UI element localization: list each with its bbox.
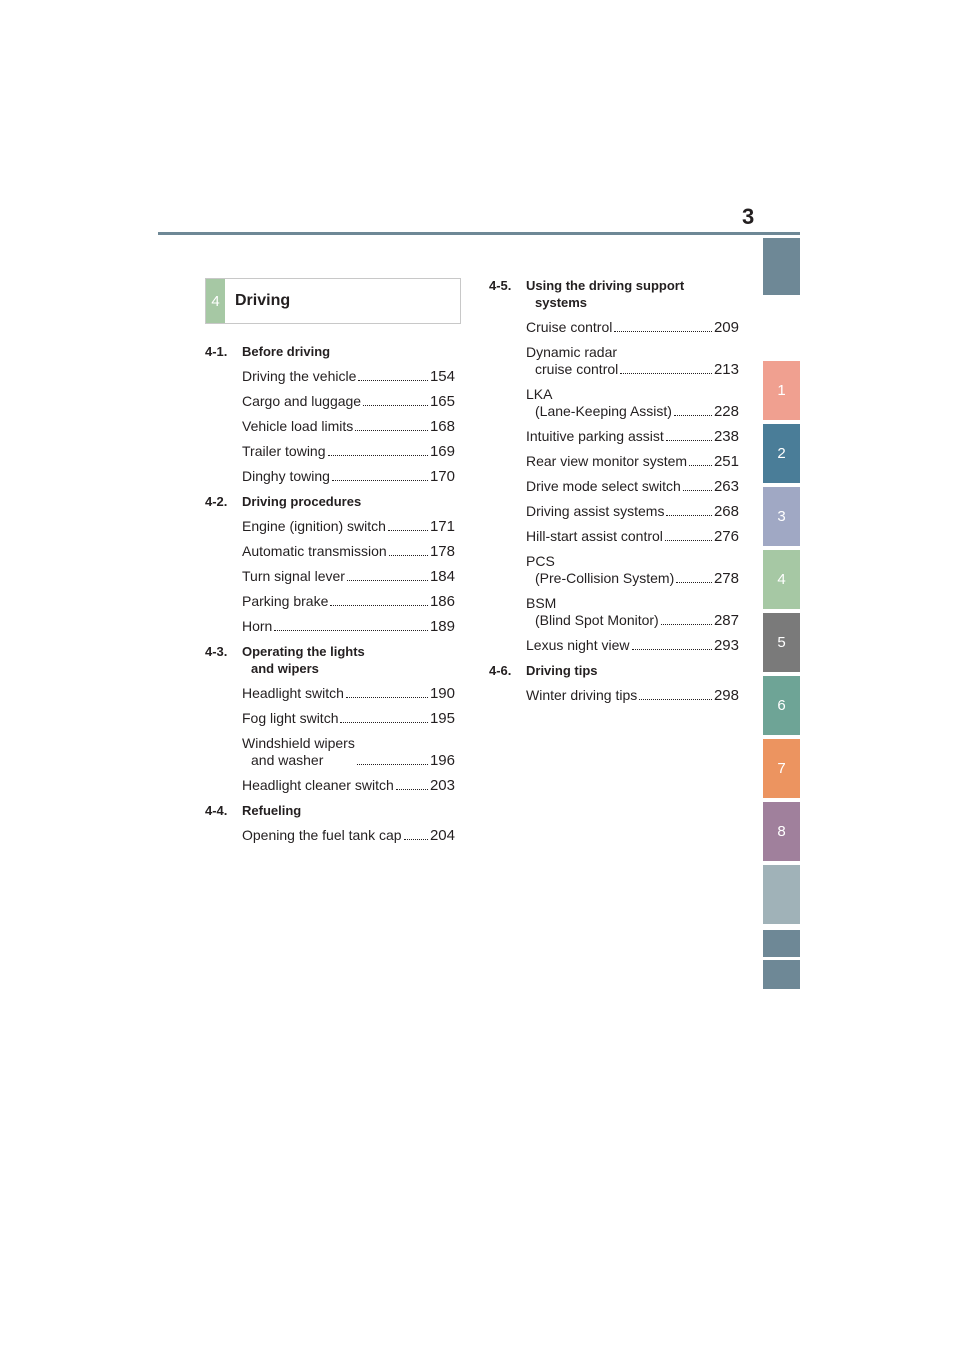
chapter-tab-1[interactable]: 1: [763, 361, 800, 420]
group-title-text: Refueling: [242, 803, 302, 818]
toc-entry-page: 228: [713, 403, 739, 420]
toc-entry-page: 209: [713, 319, 739, 336]
toc-entry-title: Headlight switch: [242, 685, 344, 701]
toc-entry-page: 263: [713, 478, 739, 495]
toc-entry-title: Winter driving tips: [526, 687, 638, 703]
toc-entry-title: Hill-start assist control: [526, 528, 663, 544]
toc-entry-title-continued: (Blind Spot Monitor): [535, 612, 659, 628]
toc-entry[interactable]: [526, 528, 739, 545]
dot-leader: [689, 465, 712, 466]
toc-entry-page: 251: [713, 453, 739, 470]
group-title-text: Driving tips: [526, 663, 598, 678]
toc-entry-page: 195: [429, 710, 455, 727]
toc-entry-title-continued: cruise control: [535, 361, 619, 377]
toc-entry-title: Rear view monitor system: [526, 453, 688, 469]
toc-entry-page: 204: [429, 827, 455, 844]
toc-entry[interactable]: [526, 428, 739, 445]
dot-leader: [347, 580, 428, 581]
toc-entry-title: Fog light switch: [242, 710, 339, 726]
toc-entry[interactable]: [242, 827, 455, 844]
toc-entry[interactable]: [526, 503, 739, 520]
toc-entry[interactable]: [526, 319, 739, 336]
toc-entry-title: Opening the fuel tank cap: [242, 827, 402, 843]
chapter-tab-7[interactable]: 7: [763, 739, 800, 798]
group-number: 4-1.: [205, 344, 228, 359]
toc-entry-title: Dinghy towing: [242, 468, 330, 484]
toc-entry-title: Driving the vehicle: [242, 368, 357, 384]
chapter-tab-blank[interactable]: [763, 930, 800, 957]
dot-leader: [355, 430, 428, 431]
toc-entry[interactable]: [242, 777, 455, 794]
chapter-tab-blank[interactable]: [763, 865, 800, 924]
dot-leader: [666, 515, 712, 516]
toc-entry-page: 298: [713, 687, 739, 704]
chapter-tab-3[interactable]: 3: [763, 487, 800, 546]
group-title-continued: systems: [535, 295, 588, 310]
dot-leader: [676, 582, 712, 583]
dot-leader: [357, 764, 428, 765]
dot-leader: [683, 490, 712, 491]
toc-entry-title: PCS (Pre-Collision System): [526, 553, 675, 586]
toc-entry-title: Vehicle load limits: [242, 418, 354, 434]
toc-entry-page: 170: [429, 468, 455, 485]
toc-entry[interactable]: [242, 618, 455, 635]
toc-entry-page: 276: [713, 528, 739, 545]
dot-leader: [396, 789, 428, 790]
group-heading: [205, 493, 455, 510]
toc-entry-title: Headlight cleaner switch: [242, 777, 394, 793]
group-heading: [489, 277, 739, 311]
toc-entry-title: Windshield wipers and washer: [242, 735, 355, 768]
toc-entry-title: Engine (ignition) switch: [242, 518, 386, 534]
dot-leader: [330, 605, 428, 606]
toc-entry-page: 196: [429, 752, 455, 769]
toc-entry-page: 186: [429, 593, 455, 610]
toc-entry[interactable]: [526, 687, 739, 704]
toc-entry-title: Turn signal lever: [242, 568, 345, 584]
toc-entry[interactable]: [526, 478, 739, 495]
toc-entry[interactable]: [526, 553, 739, 587]
toc-entry[interactable]: [242, 418, 455, 435]
section-title: Driving: [235, 292, 291, 309]
toc-entry-page: 293: [713, 637, 739, 654]
toc-entry-page: 203: [429, 777, 455, 794]
toc-entry-title: Dynamic radar cruise control: [526, 344, 619, 377]
group-number: 4-4.: [205, 803, 228, 818]
toc-entry-title: Lexus night view: [526, 637, 630, 653]
chapter-tab-2[interactable]: 2: [763, 424, 800, 483]
toc-entry-page: 287: [713, 612, 739, 629]
toc-entry-title: Intuitive parking assist: [526, 428, 664, 444]
toc-entry[interactable]: [526, 637, 739, 654]
toc-entry-page: 169: [429, 443, 455, 460]
toc-entry-title-continued: (Pre-Collision System): [535, 570, 675, 586]
toc-entry[interactable]: [242, 393, 455, 410]
group-number: 4-2.: [205, 494, 228, 509]
toc-entry-title: Horn: [242, 618, 273, 634]
group-number: 4-3.: [205, 644, 228, 659]
dot-leader: [358, 380, 428, 381]
group-title-text: Driving procedures: [242, 494, 362, 509]
toc-entry[interactable]: [242, 710, 455, 727]
toc-entry-page: 168: [429, 418, 455, 435]
group-number: 4-6.: [489, 663, 512, 678]
dot-leader: [274, 630, 428, 631]
toc-left-column: [205, 343, 455, 844]
toc-entry[interactable]: [242, 443, 455, 460]
toc-entry-title: Driving assist systems: [526, 503, 665, 519]
group-heading: [205, 643, 455, 677]
toc-entry-title: Cruise control: [526, 319, 613, 335]
toc-entry-title: Trailer towing: [242, 443, 326, 459]
chapter-tab-4[interactable]: 4: [763, 550, 800, 609]
toc-entry-title: BSM (Blind Spot Monitor): [526, 595, 659, 628]
toc-entry[interactable]: [526, 386, 739, 420]
toc-entry[interactable]: [526, 344, 739, 378]
toc-entry-page: 278: [713, 570, 739, 587]
toc-entry-page: 184: [429, 568, 455, 585]
chapter-tab-blank[interactable]: [763, 960, 800, 989]
chapter-tab-5[interactable]: 5: [763, 613, 800, 672]
toc-entry-page: 171: [429, 518, 455, 535]
group-heading: [205, 802, 455, 819]
dot-leader: [346, 697, 428, 698]
dot-leader: [614, 331, 712, 332]
page-number: 3: [742, 204, 755, 229]
toc-entry[interactable]: [242, 735, 455, 769]
dot-leader: [404, 839, 428, 840]
section-number: 4: [206, 279, 225, 323]
toc-entry-page: 189: [429, 618, 455, 635]
toc-entry-page: 178: [429, 543, 455, 560]
toc-entry[interactable]: [242, 568, 455, 585]
dot-leader: [332, 480, 428, 481]
dot-leader: [363, 405, 428, 406]
dot-leader: [674, 415, 712, 416]
group-title-text: Before driving: [242, 344, 331, 359]
dot-leader: [639, 699, 712, 700]
toc-entry-title-continued: and washer: [251, 752, 324, 768]
group-heading: [489, 662, 739, 679]
section-header: [205, 278, 461, 324]
dot-leader: [388, 530, 428, 531]
dot-leader: [328, 455, 428, 456]
toc-entry[interactable]: [526, 595, 739, 629]
dot-leader: [665, 540, 712, 541]
header-rule: [158, 232, 800, 235]
dot-leader: [632, 649, 712, 650]
toc-right-column: [489, 277, 739, 704]
chapter-tab-blank[interactable]: [763, 238, 800, 295]
toc-entry-page: 238: [713, 428, 739, 445]
toc-entry[interactable]: [242, 368, 455, 385]
toc-entry-title: Automatic transmission: [242, 543, 387, 559]
toc-entry-title: Cargo and luggage: [242, 393, 362, 409]
dot-leader: [666, 440, 712, 441]
toc-entry-title-continued: (Lane-Keeping Assist): [535, 403, 672, 419]
toc-entry[interactable]: [242, 468, 455, 485]
toc-entry[interactable]: [242, 593, 455, 610]
toc-entry[interactable]: [242, 685, 455, 702]
toc-entry-title: Drive mode select switch: [526, 478, 681, 494]
toc-entry-title: LKA (Lane-Keeping Assist): [526, 386, 672, 419]
group-heading: [205, 343, 455, 360]
group-number: 4-5.: [489, 278, 512, 293]
dot-leader: [389, 555, 428, 556]
group-title-continued: and wipers: [251, 661, 319, 676]
dot-leader: [661, 624, 712, 625]
toc-entry-page: 154: [429, 368, 455, 385]
chapter-tab-8[interactable]: 8: [763, 802, 800, 861]
toc-entry-title: Parking brake: [242, 593, 329, 609]
group-title-text: Using the driving support systems: [526, 277, 739, 311]
toc-entry-page: 268: [713, 503, 739, 520]
toc-entry[interactable]: [242, 518, 455, 535]
toc-entry-page: 165: [429, 393, 455, 410]
toc-entry[interactable]: [242, 543, 455, 560]
toc-entry-page: 190: [429, 685, 455, 702]
dot-leader: [340, 722, 427, 723]
toc-entry[interactable]: [526, 453, 739, 470]
chapter-tab-6[interactable]: 6: [763, 676, 800, 735]
dot-leader: [620, 373, 712, 374]
group-title-text: Operating the lights and wipers: [242, 643, 455, 677]
toc-entry-page: 213: [713, 361, 739, 378]
